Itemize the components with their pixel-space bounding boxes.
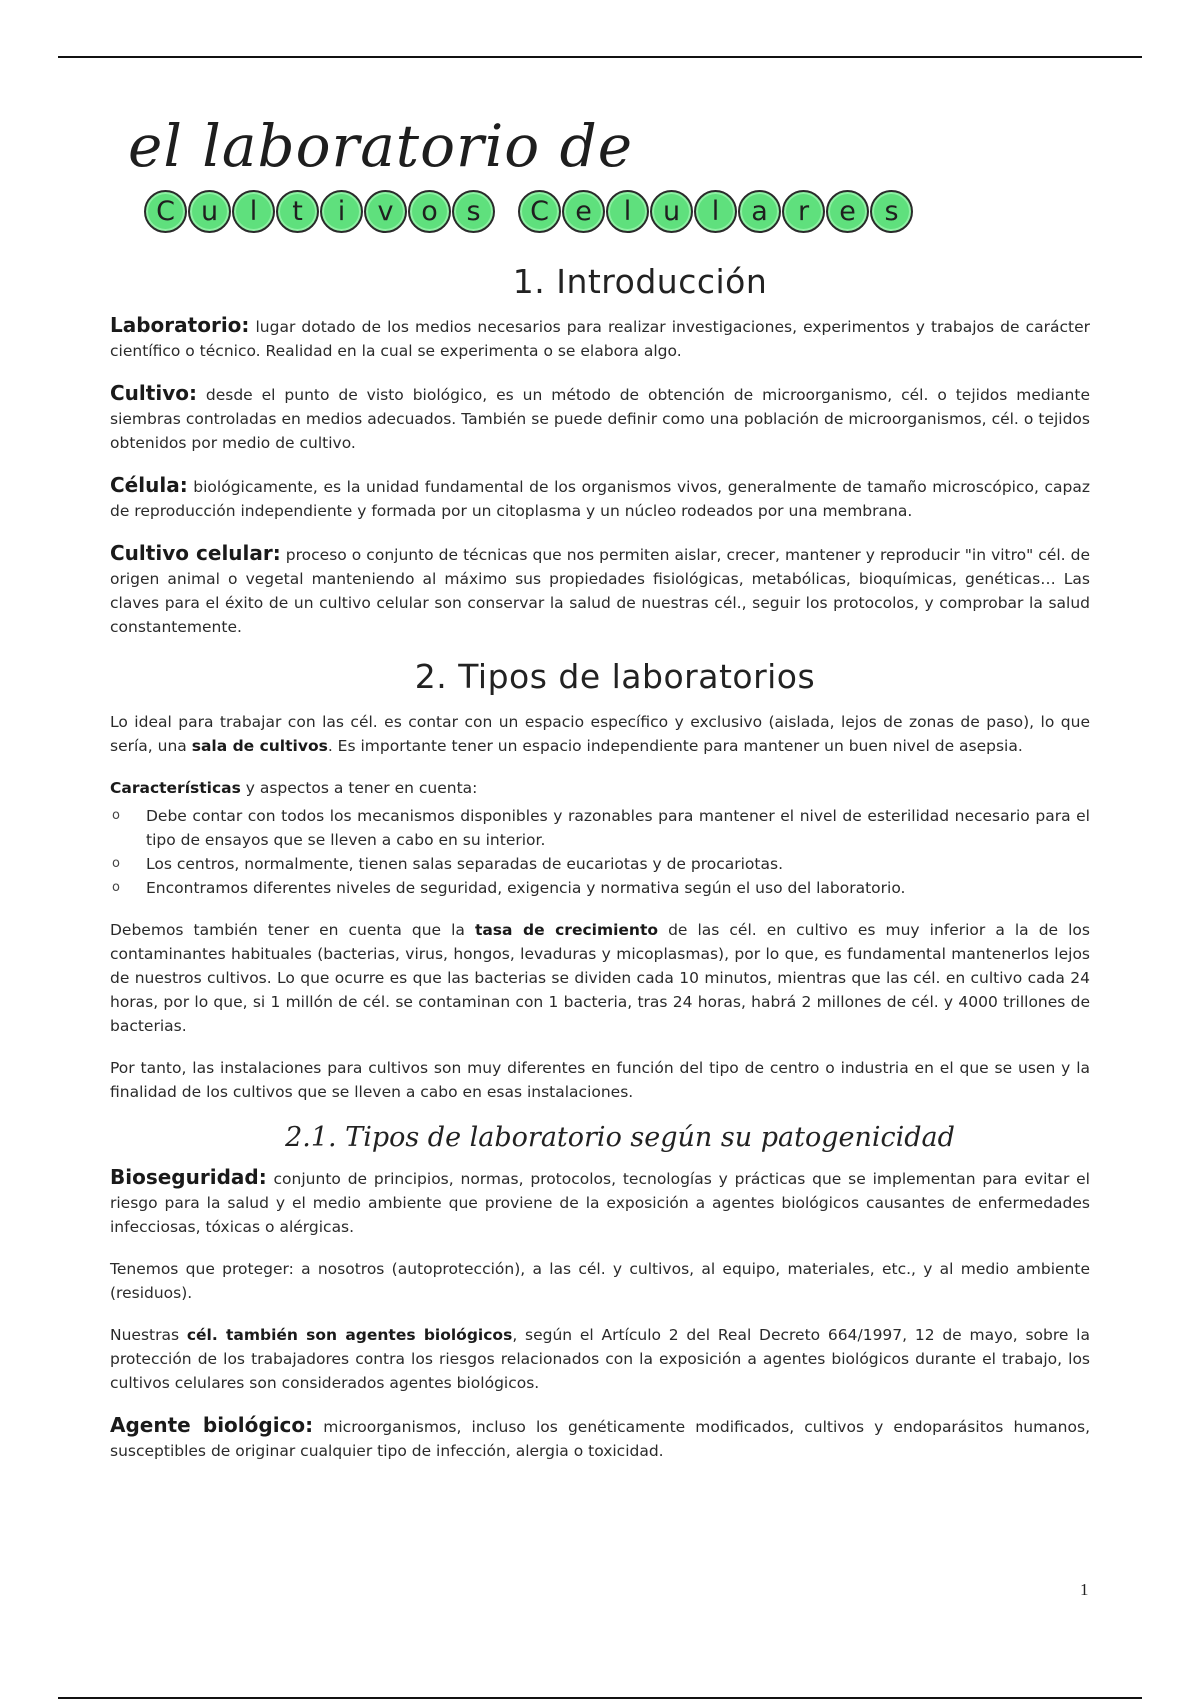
definition-text: lugar dotado de los medios necesarios para realizar investigaciones, experimentos y trabajos de carácter científico o técnico. Realidad en la cual se experimenta o se elabora algo.	[110, 318, 1090, 360]
title-bubble-letter: u	[188, 190, 231, 233]
text-run: , según el Artículo 2 del Real Decreto 664/1997, 12 de mayo, sobre la protección de los trabajadores contra los riesgos relacionados con la exposición a agentes biológicos durante el trabajo, los cultivos celulares son considerados agentes biológicos.	[110, 1326, 1090, 1392]
title-bubble-letter: t	[276, 190, 319, 233]
title-bubble-letter: l	[606, 190, 649, 233]
facilities-paragraph: Por tanto, las instalaciones para cultivos son muy diferentes en función del tipo de centro o industria en el que se usen y la finalidad de los cultivos que se lleven a cabo en esas instalaciones.	[110, 1059, 1090, 1101]
title-bubble-letter: s	[452, 190, 495, 233]
title-bubble-letter: C	[518, 190, 561, 233]
title-bubble-letter: l	[694, 190, 737, 233]
list-item: o Encontramos diferentes niveles de seguridad, exigencia y normativa según el uso del laboratorio.	[110, 876, 1090, 900]
definition-agente-biologico	[110, 1413, 1090, 1463]
title-bubble-letter: v	[364, 190, 407, 233]
bold-run: cél. también son agentes biológicos	[186, 1326, 513, 1344]
title-bubble-letter: s	[870, 190, 913, 233]
definition-text: desde el punto de visto biológico, es un método de obtención de microorganismo, cél. o tejidos mediante siembras controladas en medios adecuados. También se puede definir como una población de microorganismos, cél. o tejidos obtenidos por medio de cultivo.	[110, 386, 1090, 452]
text-run: de las cél. en cultivo es muy inferior a la de los contaminantes habituales (bacterias, virus, hongos, levaduras y micoplasmas), por lo que, es fundamental mantenerlos lejos de nuestros cultivos. Lo que ocurre es que las bacterias se dividen cada 10 minutos, mientras que las cél. en cultivo cada 24 horas, por lo que, si 1 millón de cél. se contaminan con 1 bacteria, tras 24 horas, habrá 2 millones de cél. y 4000 trillones de bacterias.	[110, 921, 1090, 1035]
title-bubble-letter: e	[826, 190, 869, 233]
title-bubble-word	[144, 190, 1064, 233]
features-intro	[110, 776, 1090, 800]
section-2-intro	[110, 710, 1090, 758]
list-item: o Los centros, normalmente, tienen salas separadas de eucariotas y de procariotas.	[110, 852, 1090, 876]
top-rule	[58, 56, 1142, 58]
title-bubble-letter: a	[738, 190, 781, 233]
text-run: y aspectos a tener en cuenta:	[240, 779, 478, 797]
definition-term: Laboratorio:	[110, 313, 250, 337]
section-1-heading: 1. Introducción	[512, 262, 768, 301]
definition-term: Agente biológico:	[110, 1413, 314, 1437]
page-content	[110, 262, 1090, 1481]
bold-run: sala de cultivos	[191, 737, 328, 755]
bold-run: Características	[110, 779, 241, 797]
bold-run: tasa de crecimiento	[474, 921, 659, 939]
text-run: . Es importante tener un espacio independiente para mantener un buen nivel de asepsia.	[327, 737, 1023, 755]
title-bubble-letter: C	[144, 190, 187, 233]
definition-laboratorio	[110, 313, 1090, 363]
biological-agents-paragraph	[110, 1323, 1090, 1395]
title-bubble-letter: o	[408, 190, 451, 233]
definition-term: Cultivo celular:	[110, 541, 281, 565]
text-run: Nuestras	[110, 1326, 187, 1344]
definition-text: proceso o conjunto de técnicas que nos permiten aislar, crecer, mantener y reproducir "in vitro" cél. de origen animal o vegetal manteniendo al máximo sus propiedades fisiológicas, metabólicas, bioquímicas, genéticas… Las claves para el éxito de un cultivo celular son conservar la salud de nuestras cél., seguir los protocolos, y comprobar la salud constantemente.	[110, 546, 1090, 636]
definition-text: biológicamente, es la unidad fundamental de los organismos vivos, generalmente de tamaño microscópico, capaz de reproducción independiente y formada por un citoplasma y un núcleo rodeados por una membrana.	[110, 478, 1090, 520]
features-list	[110, 804, 1090, 900]
list-item: o Debe contar con todos los mecanismos disponibles y razonables para mantener el nivel de esterilidad necesario para el tipo de ensayos que se lleven a cabo en su interior.	[110, 804, 1090, 852]
definition-bioseguridad	[110, 1165, 1090, 1239]
title-bubble-letter: e	[562, 190, 605, 233]
bottom-rule	[58, 1697, 1142, 1699]
title-script-line: el laboratorio de	[128, 112, 634, 180]
protect-paragraph: Tenemos que proteger: a nosotros (autoprotección), a las cél. y cultivos, al equipo, materiales, etc., y al medio ambiente (residuos).	[110, 1260, 1090, 1302]
title-bubble-letter: l	[232, 190, 275, 233]
definition-term: Bioseguridad:	[110, 1165, 267, 1189]
definition-text: microorganismos, incluso los genéticamente modificados, cultivos y endoparásitos humanos, susceptibles de originar cualquier tipo de infección, alergia o toxicidad.	[110, 1418, 1090, 1460]
definition-term: Cultivo:	[110, 381, 197, 405]
title-bubble-letter: u	[650, 190, 693, 233]
title-bubble-letter: r	[782, 190, 825, 233]
definition-text: conjunto de principios, normas, protocolos, tecnologías y prácticas que se implementan para evitar el riesgo para la salud y el medio ambiente que proviene de la exposición a agentes biológicos causantes de enfermedades infecciosas, tóxicas o alérgicas.	[110, 1170, 1090, 1236]
title-word-gap	[496, 190, 518, 233]
text-run: Debemos también tener en cuenta que la	[110, 921, 475, 939]
definition-cultivo-celular	[110, 541, 1090, 639]
definition-celula	[110, 473, 1090, 523]
section-2-1-heading: 2.1. Tipos de laboratorio según su patogenicidad	[285, 1122, 955, 1153]
definition-term: Célula:	[110, 473, 188, 497]
text-run: Lo ideal para trabajar con las cél. es contar con un espacio específico y exclusivo (aislada, lejos de zonas de paso), lo que sería, una	[110, 713, 1090, 755]
growth-rate-paragraph	[110, 918, 1090, 1038]
title-bubble-letter: i	[320, 190, 363, 233]
section-2-heading: 2. Tipos de laboratorios	[414, 657, 816, 696]
page-number: 1	[1080, 1580, 1089, 1599]
definition-cultivo	[110, 381, 1090, 455]
